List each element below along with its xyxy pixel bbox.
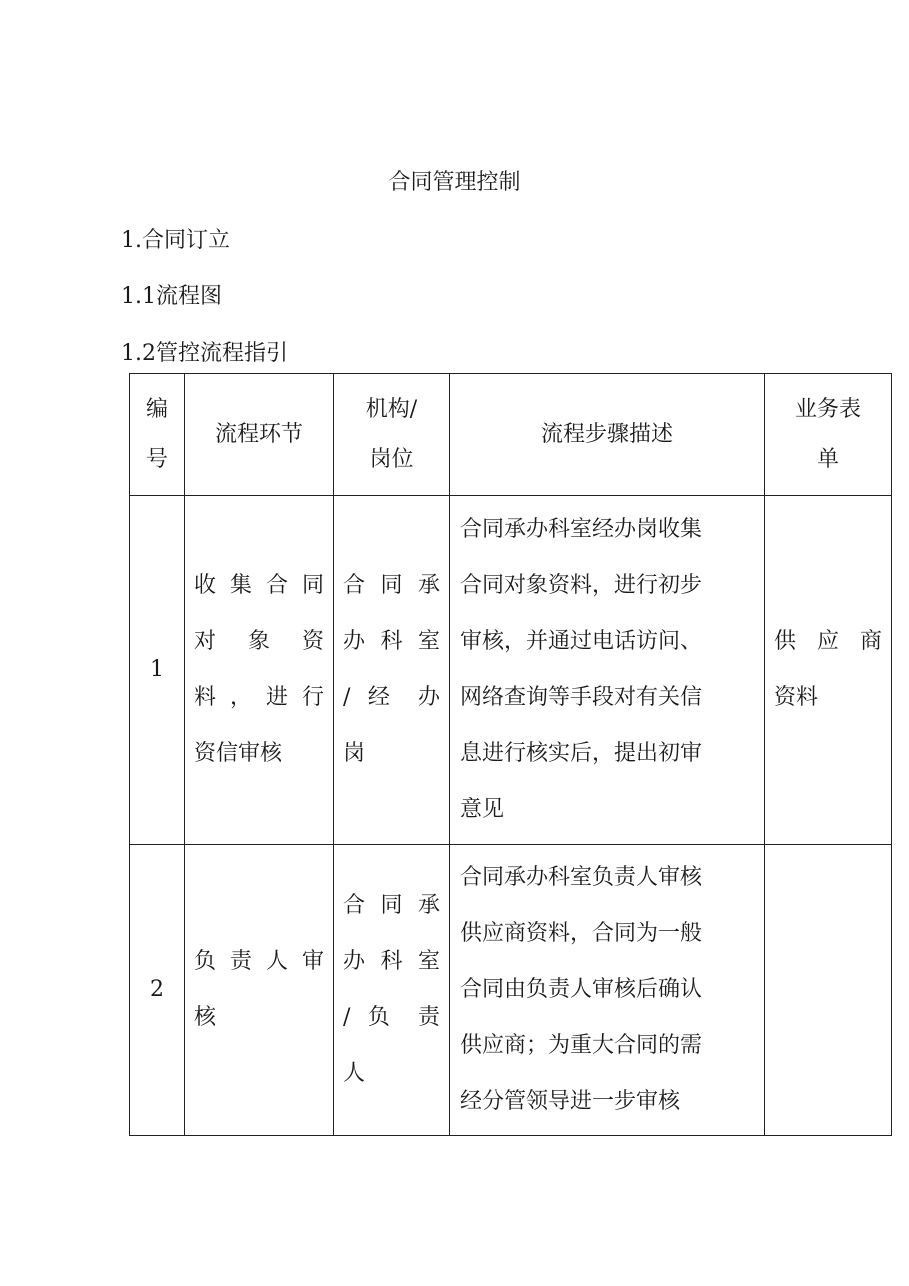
row-form-empty bbox=[765, 845, 892, 1136]
row-form-line: 供 应 商 bbox=[774, 629, 882, 654]
row-desc-line: 合同对象资料，进行初步 bbox=[460, 573, 703, 598]
row-step-line: 资信审核 bbox=[194, 741, 283, 766]
row-step-line: 核 bbox=[194, 1005, 217, 1030]
table-row bbox=[130, 845, 892, 1136]
table-row bbox=[130, 496, 892, 845]
row-org-line: / 经 办 bbox=[343, 685, 440, 710]
header-org-line: 岗位 bbox=[369, 446, 414, 472]
row-step bbox=[185, 845, 334, 1136]
header-form-line: 单 bbox=[816, 446, 839, 472]
process-table bbox=[129, 373, 892, 1136]
row-desc-line: 审核，并通过电话访问、 bbox=[460, 629, 703, 654]
header-step bbox=[185, 374, 334, 496]
row-org bbox=[334, 496, 450, 845]
row-desc-line: 合同承办科室经办岗收集 bbox=[460, 517, 703, 542]
row-desc-line: 供应商；为重大合同的需 bbox=[460, 1033, 703, 1058]
row-org bbox=[334, 845, 450, 1136]
row-org-line: 办科室 bbox=[343, 949, 440, 974]
row-step-line: 对 象 资 bbox=[194, 629, 324, 654]
row-org-line: 合同承 bbox=[343, 573, 440, 598]
row-desc-line: 合同承办科室负责人审核 bbox=[460, 865, 703, 890]
header-org bbox=[334, 374, 450, 496]
document-title: 合同管理控制 bbox=[388, 170, 521, 195]
row-org-line: 岗 bbox=[343, 741, 366, 766]
header-desc-label: 流程步骤描述 bbox=[540, 421, 673, 447]
row-desc-line: 经分管领导进一步审核 bbox=[460, 1089, 681, 1114]
row-desc-line: 网络查询等手段对有关信 bbox=[460, 685, 703, 710]
row-desc-line: 合同由负责人审核后确认 bbox=[460, 977, 703, 1002]
header-form-line: 业务表 bbox=[794, 396, 861, 422]
section-heading-process-guide: 1.2管控流程指引 bbox=[121, 341, 288, 366]
table-header-row bbox=[130, 374, 892, 496]
header-step-label: 流程环节 bbox=[214, 421, 303, 447]
row-desc bbox=[450, 496, 765, 845]
row-org-line: 合同承 bbox=[343, 893, 440, 918]
row-no: 1 bbox=[130, 496, 185, 845]
row-desc-line: 息进行核实后，提出初审 bbox=[460, 741, 703, 766]
header-no bbox=[130, 374, 185, 496]
row-step-line: 负责人审 bbox=[194, 949, 324, 974]
header-desc bbox=[450, 374, 765, 496]
section-heading-flowchart: 1.1流程图 bbox=[121, 284, 222, 309]
row-org-line: 办科室 bbox=[343, 629, 440, 654]
header-no-line: 编 bbox=[145, 396, 168, 422]
row-no: 2 bbox=[130, 845, 185, 1136]
row-org-line: 人 bbox=[343, 1061, 366, 1086]
row-desc-line: 意见 bbox=[460, 797, 505, 822]
header-form bbox=[765, 374, 892, 496]
row-step-line: 料，进行 bbox=[194, 685, 324, 710]
row-desc bbox=[450, 845, 765, 1136]
row-desc-line: 供应商资料，合同为一般 bbox=[460, 921, 703, 946]
row-step bbox=[185, 496, 334, 845]
section-heading-contract-signing: 1.合同订立 bbox=[121, 228, 230, 253]
header-org-line: 机构/ bbox=[365, 396, 418, 422]
row-org-line: / 负 责 bbox=[343, 1005, 440, 1030]
header-no-line: 号 bbox=[145, 446, 168, 472]
row-step-line: 收集合同 bbox=[194, 573, 324, 598]
row-form bbox=[765, 496, 892, 845]
row-form-line: 资料 bbox=[774, 685, 819, 710]
